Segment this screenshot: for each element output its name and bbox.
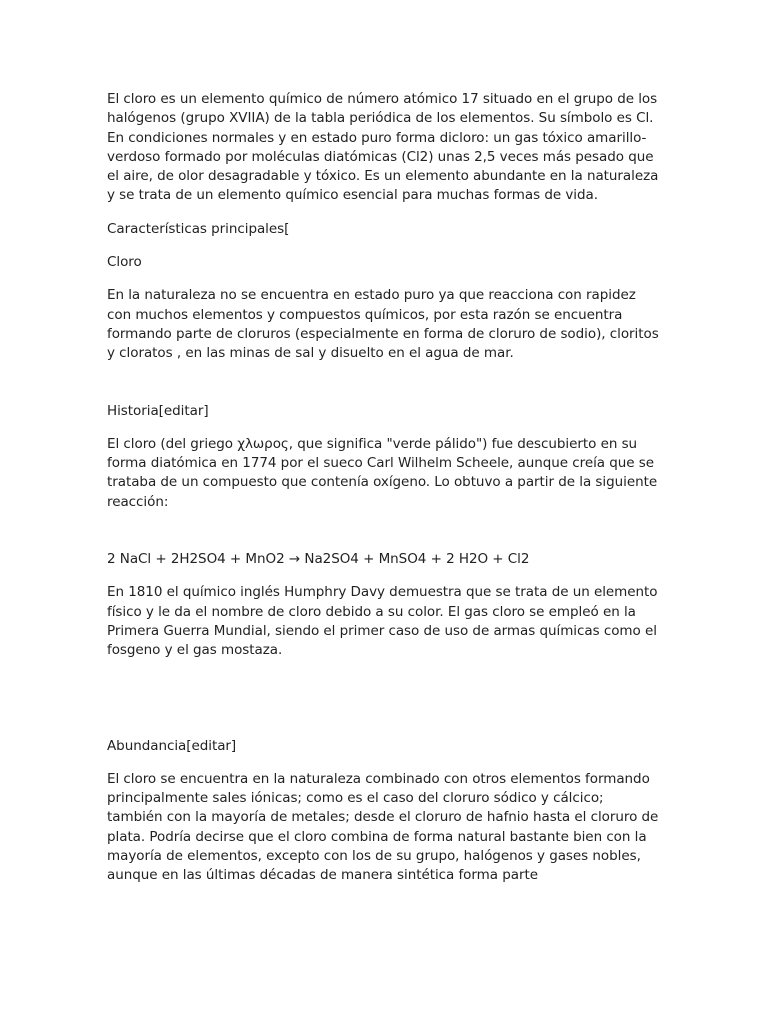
- heading-cloro: Cloro: [107, 254, 142, 271]
- heading-caracteristicas: Características principales[: [107, 220, 290, 237]
- heading-abundancia: Abundancia[editar]: [107, 737, 237, 754]
- historia-paragraph: El cloro (del griego χλωρος, que significa "verde pálido") fue descubierto en su forma diatómica en 1774 por el sueco Carl Wilhelm Scheele, aunque creía que se trataba de un compuesto que contenía oxígeno. Lo obtuvo a partir de la siguiente reacción:: [107, 435, 658, 510]
- reaction-formula: 2 NaCl + 2H2SO4 + MnO2 → Na2SO4 + MnSO4 + 2 H2O + Cl2: [107, 551, 530, 568]
- document-page: [107, 90, 662, 886]
- abundancia-paragraph: El cloro se encuentra en la naturaleza combinado con otros elementos formando principalmente sales iónicas; como es el caso del cloruro sódico y cálcico; también con la mayoría de metales; desde el cloruro de hafnio hasta el cloruro de plata. Podría decirse que el cloro combina de forma natural bastante bien con la mayoría de elementos, excepto con los de su grupo, halógenos y gases nobles, aunque en las últimas décadas de manera sintética forma parte: [107, 770, 659, 884]
- naturaleza-paragraph: En la naturaleza no se encuentra en estado puro ya que reacciona con rapidez con muchos elementos y compuestos químicos, por esta razón se encuentra formando parte de cloruros (especialmente en forma de cloruro de sodio), cloritos y cloratos , en las minas de sal y disuelto en el agua de mar.: [107, 287, 659, 362]
- davy-paragraph: En 1810 el químico inglés Humphry Davy demuestra que se trata de un elemento físico y le da el nombre de cloro debido a su color. El gas cloro se empleó en la Primera Guerra Mundial, siendo el primer caso de uso de armas químicas como el fosgeno y el gas mostaza.: [107, 584, 658, 659]
- intro-paragraph: El cloro es un elemento químico de número atómico 17 situado en el grupo de los halógenos (grupo XVIIA) de la tabla periódica de los elementos. Su símbolo es Cl. En condiciones normales y en estado puro forma dicloro: un gas tóxico amarillo-verdoso formado por moléculas diatómicas (Cl2) unas 2,5 veces más pesado que el aire, de olor desagradable y tóxico. Es un elemento abundante en la naturaleza y se trata de un elemento químico esencial para muchas formas de vida.: [107, 91, 659, 204]
- heading-historia: Historia[editar]: [107, 402, 209, 419]
